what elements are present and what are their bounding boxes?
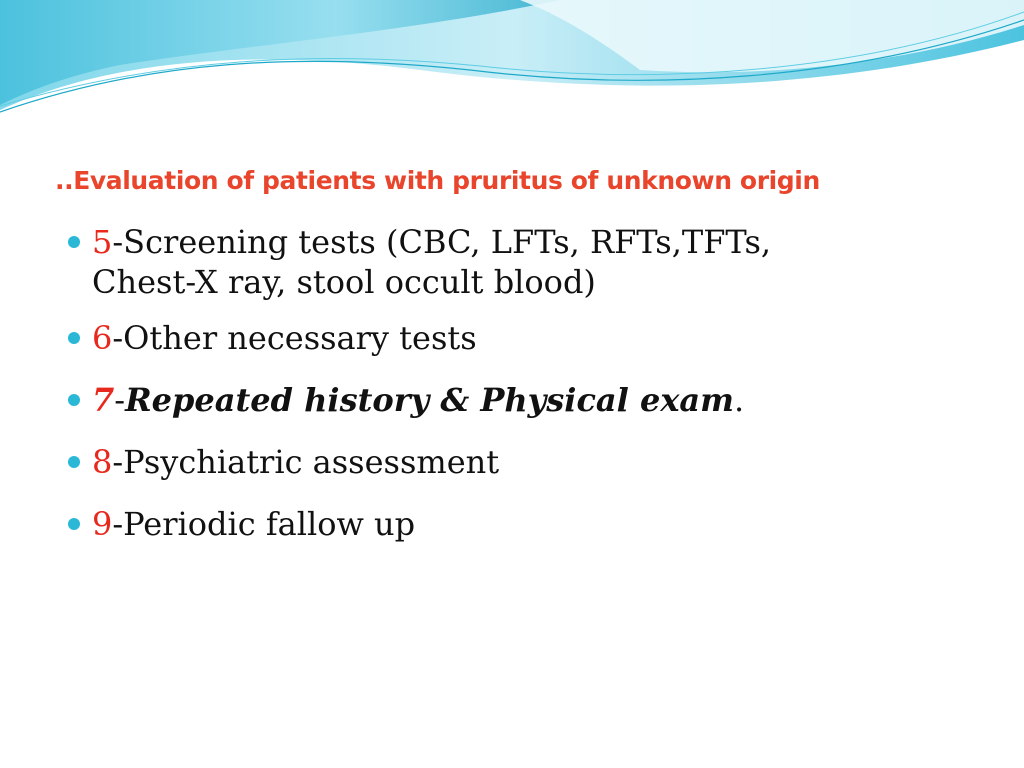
item-text: -Periodic fallow up — [112, 505, 416, 543]
bullet-list — [68, 222, 968, 564]
list-item — [68, 440, 968, 484]
item-number: 8 — [92, 443, 113, 481]
item-text-end: . — [733, 381, 745, 419]
item-number: 9 — [92, 505, 113, 543]
header-wave-decoration — [0, 0, 1024, 130]
item-text: - — [114, 381, 126, 419]
list-item — [68, 316, 968, 360]
bullet-dot-icon — [68, 518, 80, 530]
item-text: -Psychiatric assessment — [112, 443, 500, 481]
item-number: 7 — [92, 381, 115, 419]
item-text: -Screening tests (CBC, LFTs, RFTs,TFTs, — [112, 223, 772, 261]
item-text-continued: Chest-X ray, stool occult blood) — [92, 263, 596, 301]
list-item — [68, 378, 968, 422]
item-number: 6 — [92, 319, 113, 357]
bullet-dot-icon — [68, 236, 80, 248]
item-emphasis: Repeated history & Physical exam — [125, 381, 734, 419]
item-number: 5 — [92, 223, 113, 261]
list-item — [68, 222, 968, 302]
bullet-dot-icon — [68, 332, 80, 344]
item-text: -Other necessary tests — [112, 319, 477, 357]
bullet-dot-icon — [68, 456, 80, 468]
bullet-dot-icon — [68, 394, 80, 406]
list-item — [68, 502, 968, 546]
slide-title: ..Evaluation of patients with pruritus of unknown origin — [55, 166, 820, 195]
